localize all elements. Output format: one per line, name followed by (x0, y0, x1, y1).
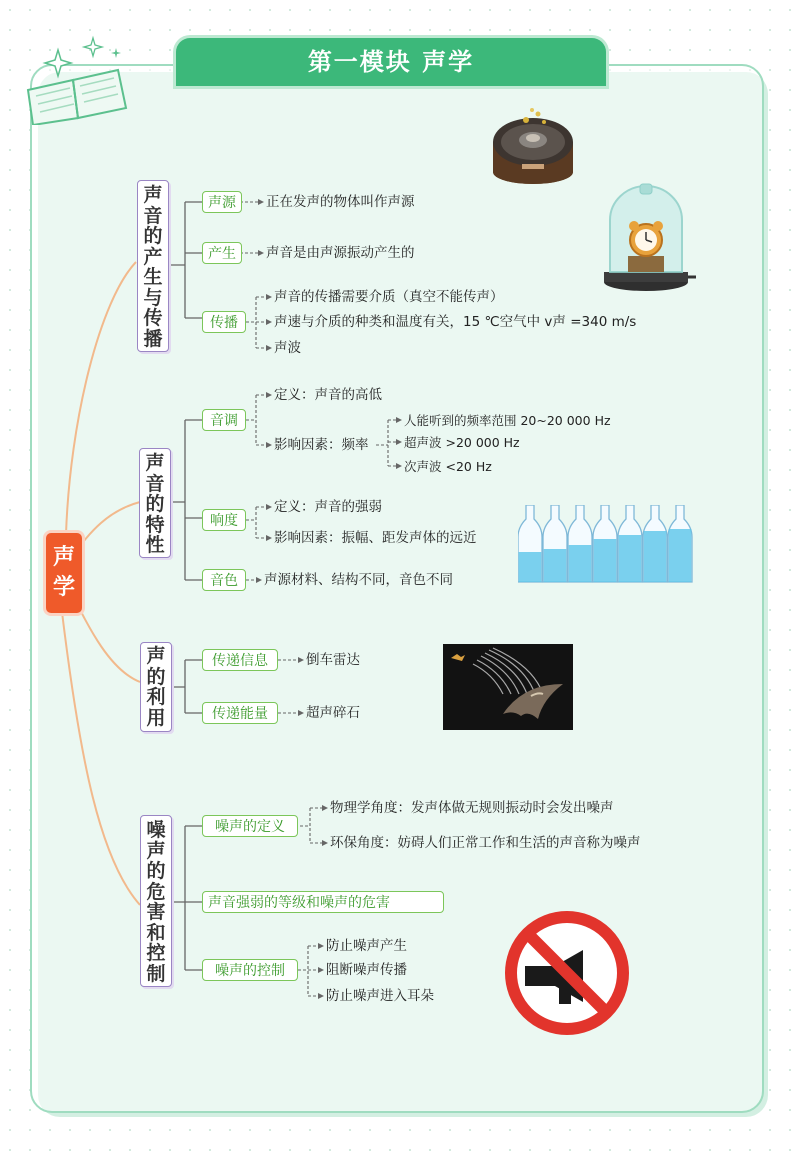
leaf-text: 物理学角度：发声体做无规则振动时会发出噪声 (330, 800, 614, 816)
center-char: 声 (52, 545, 75, 570)
branch-char: 声 (145, 452, 165, 474)
branch-char: 的 (146, 860, 166, 882)
tag-noise-control: 噪声的控制 (202, 959, 298, 981)
branch-char: 特 (145, 513, 165, 536)
leaf-text: 声源材料、结构不同，音色不同 (264, 572, 453, 588)
branch-char: 产 (143, 245, 163, 268)
tag-sound-source: 声源 (202, 191, 242, 213)
tag-pitch: 音调 (202, 409, 246, 431)
leaf-text: 定义：声音的强弱 (274, 499, 382, 515)
tag-timbre: 音色 (202, 569, 246, 591)
branch-char: 性 (145, 534, 165, 556)
branch-char: 音 (145, 472, 165, 495)
leaf-text: 超声碎石 (306, 705, 360, 721)
page-title: 第一模块 声学 (307, 48, 475, 76)
branch-char: 音 (143, 204, 163, 227)
leaf-text: 定义：声音的高低 (274, 387, 382, 403)
branch-sound-characteristics (139, 448, 171, 558)
branch-sound-uses (140, 642, 172, 732)
leaf-text: 倒车雷达 (306, 652, 360, 668)
branch-char: 播 (143, 327, 163, 350)
branch-char: 控 (146, 942, 166, 964)
branch-char: 的 (145, 493, 165, 515)
tag-transmit-energy: 传递能量 (202, 702, 278, 724)
tag-propagation: 传播 (202, 311, 246, 333)
tag-transmit-information: 传递信息 (202, 649, 278, 671)
branch-char: 声 (143, 184, 163, 206)
tag-production: 产生 (202, 242, 242, 264)
center-node (46, 533, 82, 613)
branch-char: 噪 (146, 819, 166, 841)
branch-char: 制 (146, 962, 166, 985)
branch-char: 用 (146, 706, 166, 729)
speaker-icon (478, 102, 588, 192)
leaf-text: 阻断噪声传播 (326, 962, 407, 978)
leaf-text: 次声波 <20 Hz (404, 459, 492, 474)
leaf-text: 人能听到的频率范围 20~20 000 Hz (404, 413, 611, 428)
branch-noise-control (140, 815, 172, 987)
branch-char: 声 (146, 645, 166, 667)
leaf-text: 防止噪声进入耳朵 (326, 988, 434, 1004)
water-bottles-icon (518, 505, 700, 585)
leaf-text: 声速与介质的种类和温度有关，15 ℃空气中 v声 =340 m/s (274, 314, 637, 330)
leaf-text: 影响因素：频率 (274, 437, 369, 453)
center-char: 学 (52, 575, 75, 600)
branch-char: 的 (146, 665, 166, 688)
tag-noise-definition: 噪声的定义 (202, 815, 298, 837)
leaf-text: 声音是由声源振动产生的 (266, 245, 415, 261)
leaf-text: 影响因素：振幅、距发声体的远近 (274, 530, 477, 546)
bat-echolocation-icon (443, 644, 573, 730)
branch-char: 害 (146, 901, 166, 923)
tag-noise-levels-harm: 声音强弱的等级和噪声的危害 (202, 891, 444, 913)
leaf-text: 防止噪声产生 (326, 938, 407, 954)
bell-jar-clock-icon (598, 182, 698, 297)
branch-char: 危 (146, 880, 166, 903)
branch-char: 声 (146, 839, 166, 862)
branch-char: 生 (143, 266, 163, 288)
no-horn-icon (503, 910, 631, 1036)
leaf-text: 环保角度：妨碍人们正常工作和生活的声音称为噪声 (330, 835, 641, 851)
branch-char: 和 (146, 921, 166, 944)
tag-loudness: 响度 (202, 509, 246, 531)
branch-sound-production (137, 180, 169, 352)
branch-char: 利 (146, 686, 166, 708)
leaf-text: 声音的传播需要介质（真空不能传声） (274, 289, 504, 305)
leaf-text: 声波 (274, 340, 301, 356)
branch-char: 的 (143, 225, 163, 247)
leaf-text: 正在发声的物体叫作声源 (266, 194, 415, 210)
branch-char: 与 (143, 286, 163, 309)
leaf-text: 超声波 >20 000 Hz (404, 435, 520, 450)
branch-char: 传 (143, 307, 163, 329)
